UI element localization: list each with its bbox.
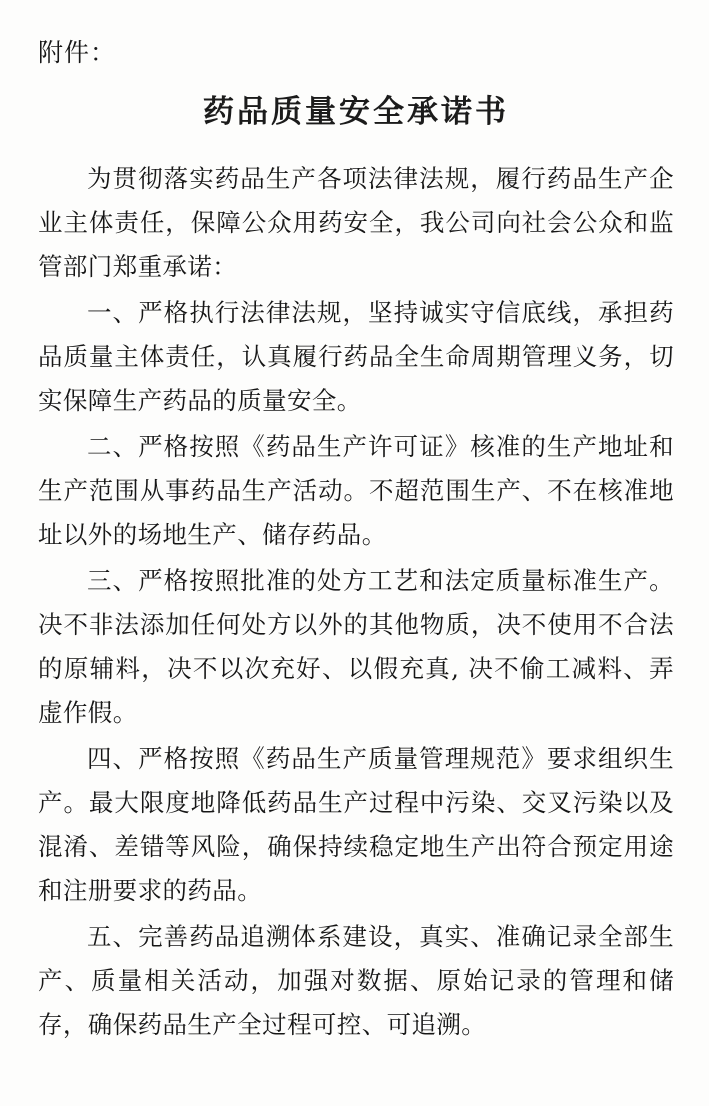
paragraph-intro: 为贯彻落实药品生产各项法律法规，履行药品生产企业主体责任，保障公众用药安全，我公司向社会公众和监管部门郑重承诺： [38, 164, 674, 281]
paragraph-item-3: 三、严格按照批准的处方工艺和法定质量标准生产。决不非法添加任何处方以外的其他物质，决不使用不合法的原辅料，决不以次充好、以假充真, 决不偷工减料、弄虚作假。 [38, 566, 674, 727]
attachment-label: 附件： [38, 38, 117, 67]
paragraph-item-4: 四、严格按照《药品生产质量管理规范》要求组织生产。最大限度地降低药品生产过程中污染、交叉污染以及混淆、差错等风险，确保持续稳定地生产出符合预定用途和注册要求的药品。 [38, 744, 674, 905]
page-title: 药品质量安全承诺书 [203, 94, 509, 130]
document-body [38, 38, 674, 1049]
paragraph-item-5: 五、完善药品追溯体系建设，真实、准确记录全部生产、质量相关活动，加强对数据、原始记录的管理和储存，确保药品生产全过程可控、可追溯。 [38, 922, 674, 1039]
paragraph-item-2: 二、严格按照《药品生产许可证》核准的生产地址和生产范围从事药品生产活动。不超范围生产、不在核准地址以外的场地生产、储存药品。 [38, 432, 674, 549]
paragraph-item-1: 一、严格执行法律法规，坚持诚实守信底线，承担药品质量主体责任，认真履行药品全生命周期管理义务，切实保障生产药品的质量安全。 [38, 298, 674, 415]
